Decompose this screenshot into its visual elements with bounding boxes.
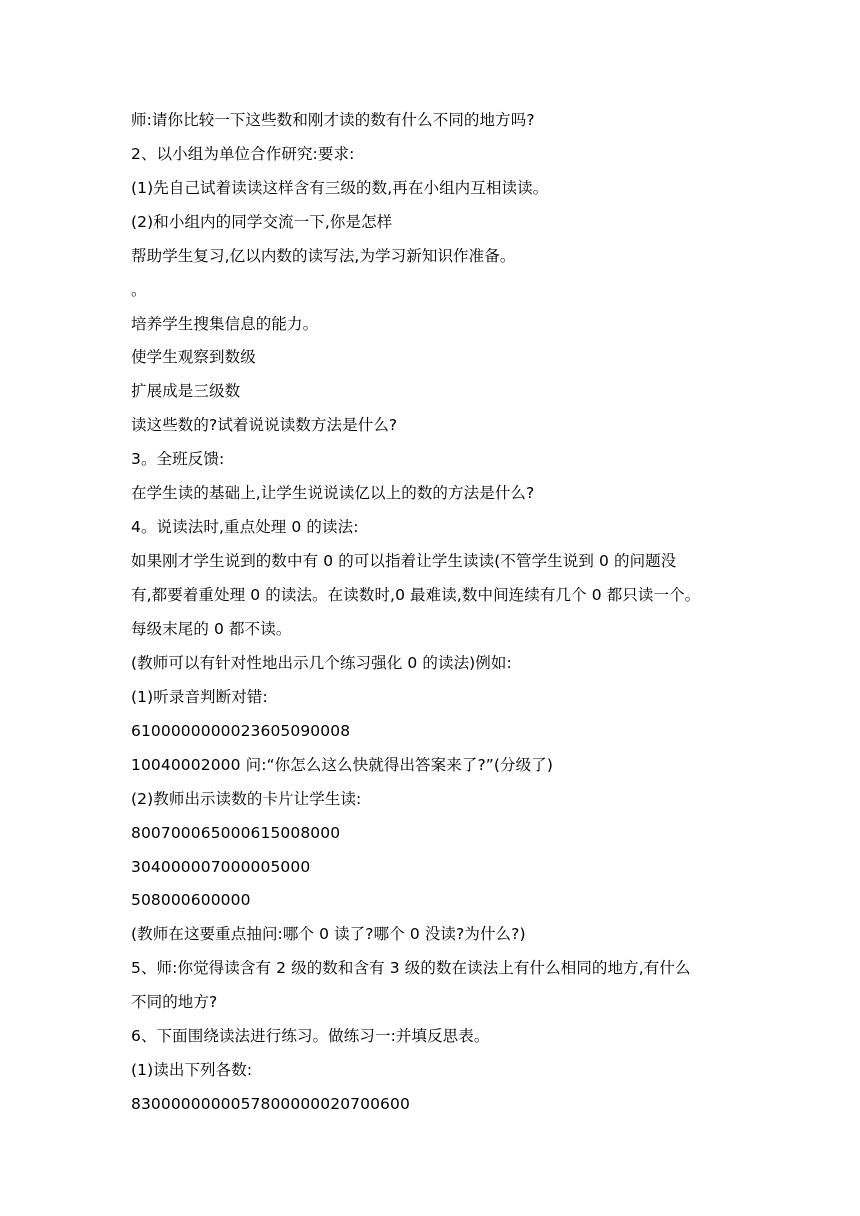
text-line: 508000600000 xyxy=(131,891,251,909)
text-line: (教师可以有针对性地出示几个练习强化 0 的读法)例如: xyxy=(131,654,512,672)
text-line: 读这些数的?试着说说读数方法是什么? xyxy=(131,416,398,434)
text-line: 10040002000 问:“你怎么这么快就得出答案来了?”(分级了) xyxy=(131,756,554,774)
text-line: (1)先自己试着读读这样含有三级的数,再在小组内互相读读。 xyxy=(131,179,549,197)
text-line: 304000007000005000 xyxy=(131,858,311,876)
text-line: 8300000000057800000020700600 xyxy=(131,1095,410,1113)
text-line: 帮助学生复习,亿以内数的读写法,为学习新知识作准备。 xyxy=(131,247,516,265)
text-line: 如果刚才学生说到的数中有 0 的可以指着让学生读读(不管学生说到 0 的问题没 xyxy=(131,552,677,570)
text-line: 扩展成是三级数 xyxy=(131,382,241,400)
text-line: 每级末尾的 0 都不读。 xyxy=(131,620,292,638)
text-line: 有,都要着重处理 0 的读法。在读数时,0 最难读,数中间连续有几个 0 都只读一个。 xyxy=(131,586,701,604)
text-line: 6、下面围绕读法进行练习。做练习一:并填反思表。 xyxy=(131,1027,490,1045)
text-line: 4。说读法时,重点处理 0 的读法: xyxy=(131,518,359,536)
text-line: (2)教师出示读数的卡片让学生读: xyxy=(131,790,362,808)
text-line: 。 xyxy=(131,281,147,299)
text-line: 师:请你比较一下这些数和刚才读的数有什么不同的地方吗? xyxy=(131,111,535,129)
text-line: 2、以小组为单位合作研究:要求: xyxy=(131,145,355,163)
text-line: 5、师:你觉得读含有 2 级的数和含有 3 级的数在读法上有什么相同的地方,有什么 xyxy=(131,959,691,977)
text-line: 不同的地方? xyxy=(131,993,218,1011)
text-line: 3。全班反馈: xyxy=(131,450,225,468)
text-line: (1)读出下列各数: xyxy=(131,1061,253,1079)
text-line: 使学生观察到数级 xyxy=(131,348,256,366)
text-line: 培养学生搜集信息的能力。 xyxy=(131,315,319,333)
text-line: 800700065000615008000 xyxy=(131,824,341,842)
text-line: (1)听录音判断对错: xyxy=(131,688,268,706)
text-line: 在学生读的基础上,让学生说说读亿以上的数的方法是什么? xyxy=(131,484,535,502)
text-line: 6100000000023605090008 xyxy=(131,722,351,740)
text-line: (2)和小组内的同学交流一下,你是怎样 xyxy=(131,213,393,231)
text-line: (教师在这要重点抽问:哪个 0 读了?哪个 0 没读?为什么?) xyxy=(131,925,526,943)
